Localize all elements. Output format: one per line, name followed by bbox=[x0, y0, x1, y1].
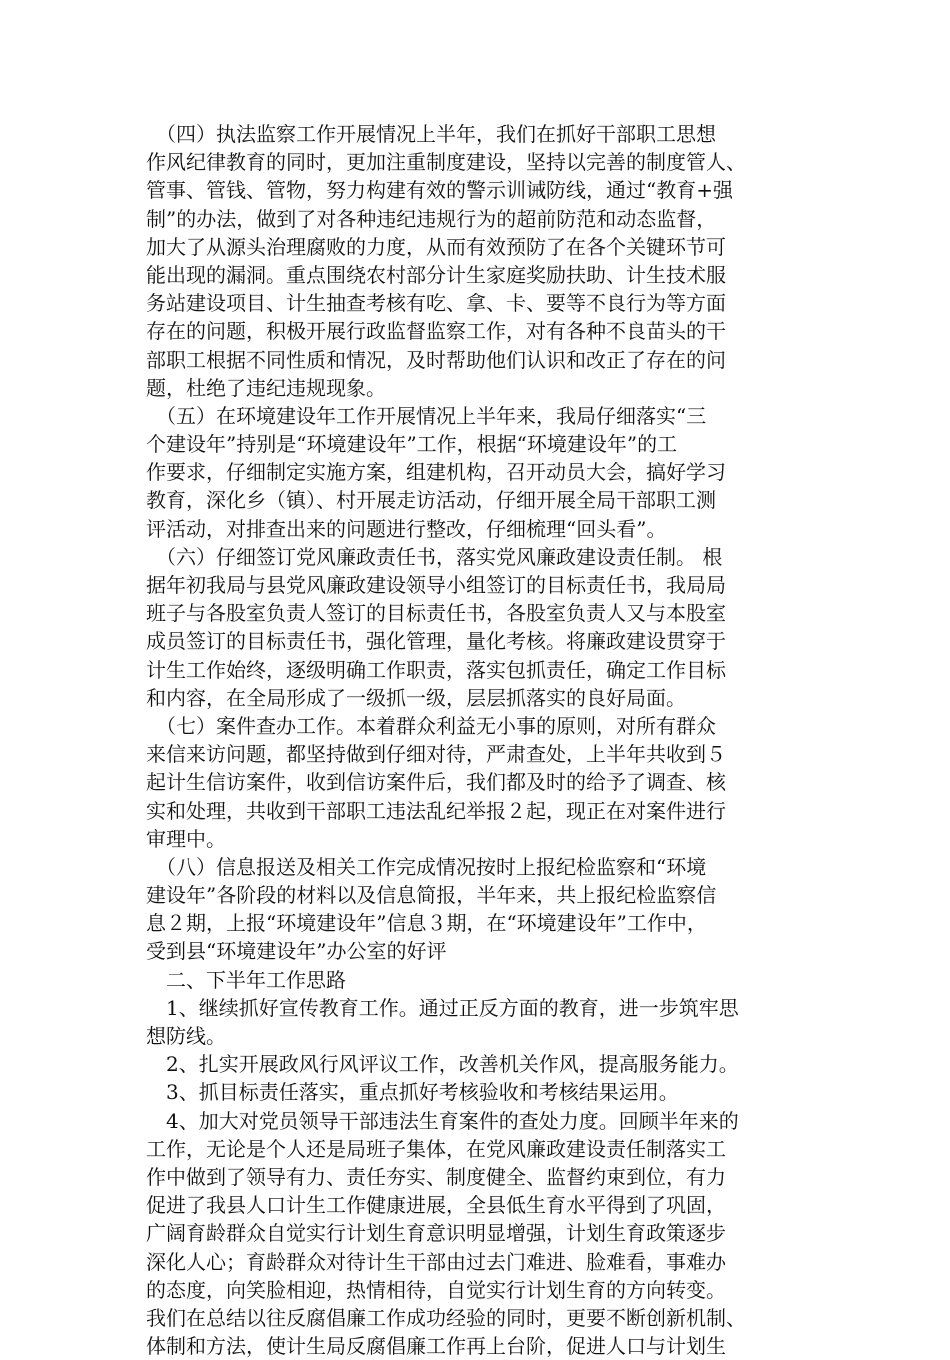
text-line: 4、加大对党员领导干部违法生育案件的查处力度。回顾半年来的 bbox=[146, 1108, 739, 1133]
text-line: 教育，深化乡（镇）、村开展走访活动，仔细开展全局干部职工测 bbox=[146, 488, 716, 513]
text-line: 计生工作始终，逐级明确工作职责，落实包抓责任，确定工作目标 bbox=[146, 657, 726, 682]
text-line: 题，杜绝了违纪违规现象。 bbox=[146, 375, 386, 400]
text-line: 据年初我局与县党风廉政建设领导小组签订的目标责任书，我局局 bbox=[146, 573, 726, 597]
text-line: 3、抓目标责任落实，重点抓好考核验收和考核结果运用。 bbox=[146, 1080, 679, 1105]
text-line: 息２期，上报“环境建设年”信息３期，在“环境建设年”工作中， bbox=[146, 911, 707, 936]
text-line: 作风纪律教育的同时，更加注重制度建设，坚持以完善的制度管人、 bbox=[146, 150, 746, 175]
text-line: （五）在环境建设年工作开展情况上半年来，我局仔细落实“三 bbox=[146, 403, 707, 428]
text-line: （七）案件查办工作。本着群众利益无小事的原则，对所有群众 bbox=[146, 713, 716, 738]
text-line: 二、下半年工作思路 bbox=[146, 967, 346, 992]
text-line: 加大了从源头治理腐败的力度，从而有效预防了在各个关键环节可 bbox=[146, 234, 726, 259]
text-line: 审理中。 bbox=[146, 826, 226, 851]
text-line: 2、扎实开展政风行风评议工作，改善机关作风，提高服务能力。 bbox=[146, 1052, 739, 1077]
text-line: 我们在总结以往反腐倡廉工作成功经验的同时，更要不断创新机制、 bbox=[146, 1305, 746, 1330]
text-line: 成员签订的目标责任书，强化管理，量化考核。将廉政建设贯穿于 bbox=[146, 629, 726, 654]
text-line: 和内容，在全局形成了一级抓一级，层层抓落实的良好局面。 bbox=[146, 685, 686, 710]
text-line: 促进了我县人口计生工作健康进展，全县低生育水平得到了巩固， bbox=[146, 1193, 726, 1218]
text-line: 受到县“环境建设年”办公室的好评 bbox=[146, 939, 447, 964]
text-line: 作中做到了领导有力、责任夯实、制度健全、监督约束到位，有力 bbox=[146, 1164, 726, 1189]
text-line: 工作，无论是个人还是局班子集体，在党风廉政建设责任制落实工 bbox=[146, 1136, 726, 1161]
text-line: 能出现的漏洞。重点围绕农村部分计生家庭奖励扶助、计生技术服 bbox=[146, 262, 726, 287]
text-line: 作要求，仔细制定实施方案，组建机构，召开动员大会，搞好学习 bbox=[146, 460, 726, 485]
text-line: 体制和方法，使计生局反腐倡廉工作再上台阶，促进人口与计划生 bbox=[146, 1334, 726, 1359]
text-line: 建设年”各阶段的材料以及信息简报，半年来，共上报纪检监察信 bbox=[146, 883, 717, 908]
text-line: 1、继续抓好宣传教育工作。通过正反方面的教育，进一步筑牢思 bbox=[146, 995, 739, 1020]
text-line: 广阔育龄群众自觉实行计划生育意识明显增强，计划生育政策逐步 bbox=[146, 1221, 726, 1246]
text-line: 个建设年”持别是“环境建设年”工作，根据“环境建设年”的工 bbox=[146, 432, 678, 457]
text-line: 管事、管钱、管物，努力构建有效的警示训诫防线，通过“教育+强 bbox=[146, 178, 733, 203]
text-line: （四）执法监察工作开展情况上半年，我们在抓好干部职工思想 bbox=[146, 122, 716, 146]
text-line: 存在的问题，积极开展行政监督监察工作，对有各种不良苗头的干 bbox=[146, 319, 726, 344]
text-line: 部职工根据不同性质和情况，及时帮助他们认识和改正了存在的问 bbox=[146, 347, 726, 372]
text-line: （八）信息报送及相关工作完成情况按时上报纪检监察和“环境 bbox=[146, 854, 707, 879]
text-line: 评活动，对排查出来的问题进行整改，仔细梳理“回头看”。 bbox=[146, 516, 667, 541]
text-line: 班子与各股室负责人签订的目标责任书，各股室负责人又与本股室 bbox=[146, 601, 726, 626]
text-line: 来信来访问题，都坚持做到仔细对待，严肃查处，上半年共收到５ bbox=[146, 742, 726, 767]
text-line: 制”的办法，做到了对各种违纪违规行为的超前防范和动态监督， bbox=[146, 206, 717, 231]
text-line: 实和处理，共收到干部职工违法乱纪举报２起，现正在对案件进行 bbox=[146, 798, 726, 823]
text-line: 想防线。 bbox=[146, 1024, 226, 1048]
text-line: 务站建设项目、计生抽查考核有吃、拿、卡、要等不良行为等方面 bbox=[146, 291, 726, 316]
text-line: 起计生信访案件，收到信访案件后，我们都及时的给予了调查、核 bbox=[146, 770, 726, 795]
text-line: （六）仔细签订党风廉政责任书，落实党风廉政建设责任制。 根 bbox=[146, 544, 723, 569]
document-body bbox=[146, 120, 806, 1360]
text-line: 深化人心；育龄群众对待计生干部由过去门难进、脸难看，事难办 bbox=[146, 1249, 726, 1274]
text-line: 的态度，向笑脸相迎，热情相待，自觉实行计划生育的方向转变。 bbox=[146, 1277, 726, 1302]
